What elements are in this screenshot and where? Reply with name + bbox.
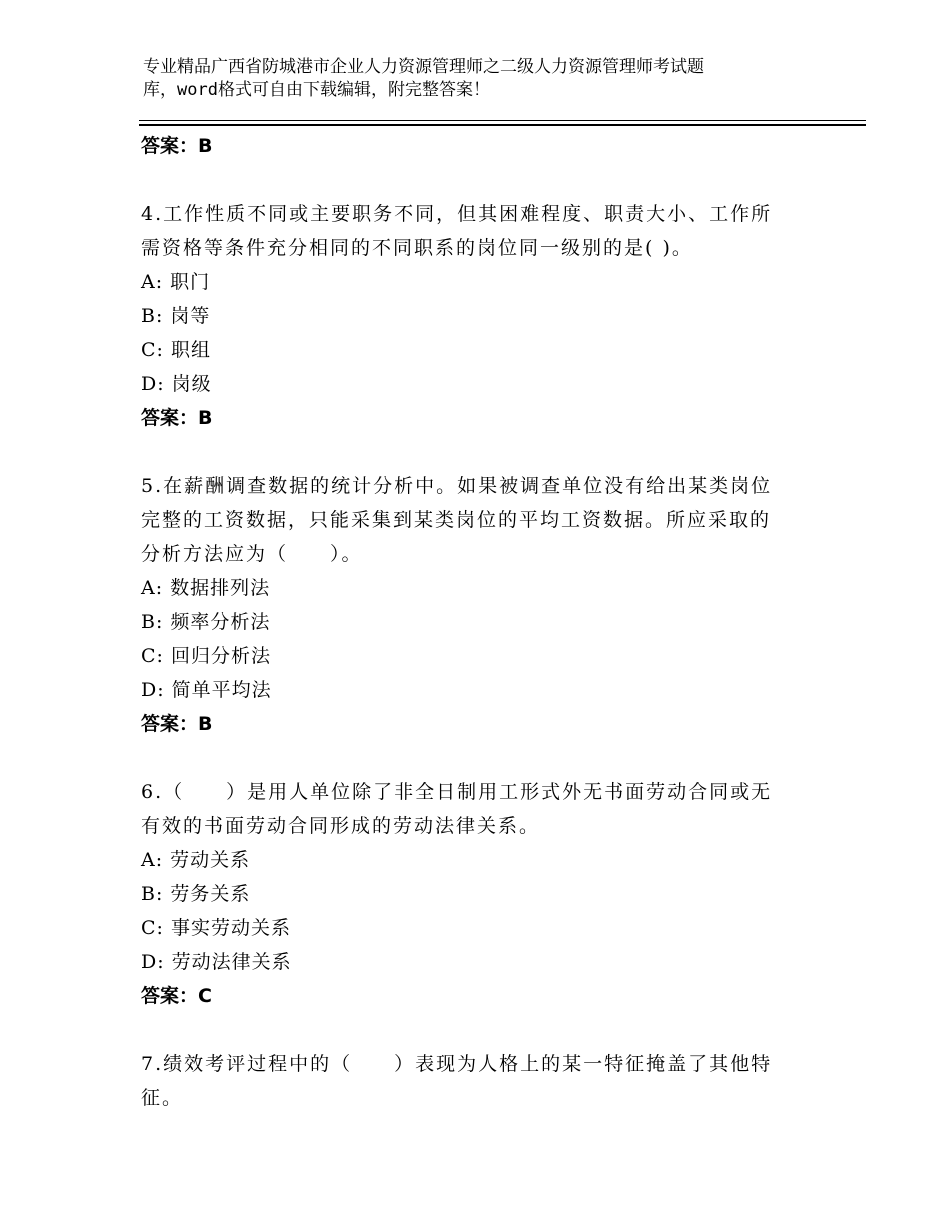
option-d: D: 劳动法律关系 <box>141 951 292 973</box>
answer-label: 答案：B <box>141 407 213 429</box>
question-list <box>141 129 861 1115</box>
question-text: 5.在薪酬调查数据的统计分析中。如果被调查单位没有给出某类岗位 <box>141 475 773 497</box>
answer-label: 答案：C <box>141 985 212 1007</box>
option-d: D: 岗级 <box>141 373 212 395</box>
header-line-1: 专业精品广西省防城港市企业人力资源管理师之二级人力资源管理师考试题 <box>143 57 704 77</box>
question-block <box>141 775 861 1013</box>
question-block <box>141 197 861 435</box>
question-text: 分析方法应为（ ）。 <box>141 543 363 565</box>
option-c: C: 回归分析法 <box>141 645 271 667</box>
question-block <box>141 1047 861 1115</box>
question-block <box>141 469 861 741</box>
option-c: C: 事实劳动关系 <box>141 917 291 939</box>
option-c: C: 职组 <box>141 339 211 361</box>
question-text: 4.工作性质不同或主要职务不同，但其困难程度、职责大小、工作所 <box>141 203 773 225</box>
header-rule-thin <box>139 120 866 121</box>
option-b: B: 劳务关系 <box>141 883 251 905</box>
answer-label: 答案：B <box>141 713 213 735</box>
header-rule-thick <box>139 124 866 126</box>
answer-label: 答案：B <box>141 135 213 157</box>
question-text: 完整的工资数据，只能采集到某类岗位的平均工资数据。所应采取的 <box>141 509 772 531</box>
option-a: A: 数据排列法 <box>141 577 271 599</box>
option-b: B: 频率分析法 <box>141 611 271 633</box>
question-text: 征。 <box>141 1087 184 1109</box>
page-header <box>143 56 843 102</box>
question-text: 7.绩效考评过程中的（ ）表现为人格上的某一特征掩盖了其他特 <box>141 1053 773 1075</box>
question-text: 有效的书面劳动合同形成的劳动法律关系。 <box>141 815 541 837</box>
option-b: B: 岗等 <box>141 305 211 327</box>
header-line-2: 库，word格式可自由下载编辑，附完整答案！ <box>143 80 490 100</box>
option-d: D: 简单平均法 <box>141 679 272 701</box>
option-a: A: 职门 <box>141 271 211 293</box>
option-a: A: 劳动关系 <box>141 849 251 871</box>
question-text: 6.（ ）是用人单位除了非全日制用工形式外无书面劳动合同或无 <box>141 781 773 803</box>
question-text: 需资格等条件充分相同的不同职系的岗位同一级别的是( )。 <box>141 237 693 259</box>
